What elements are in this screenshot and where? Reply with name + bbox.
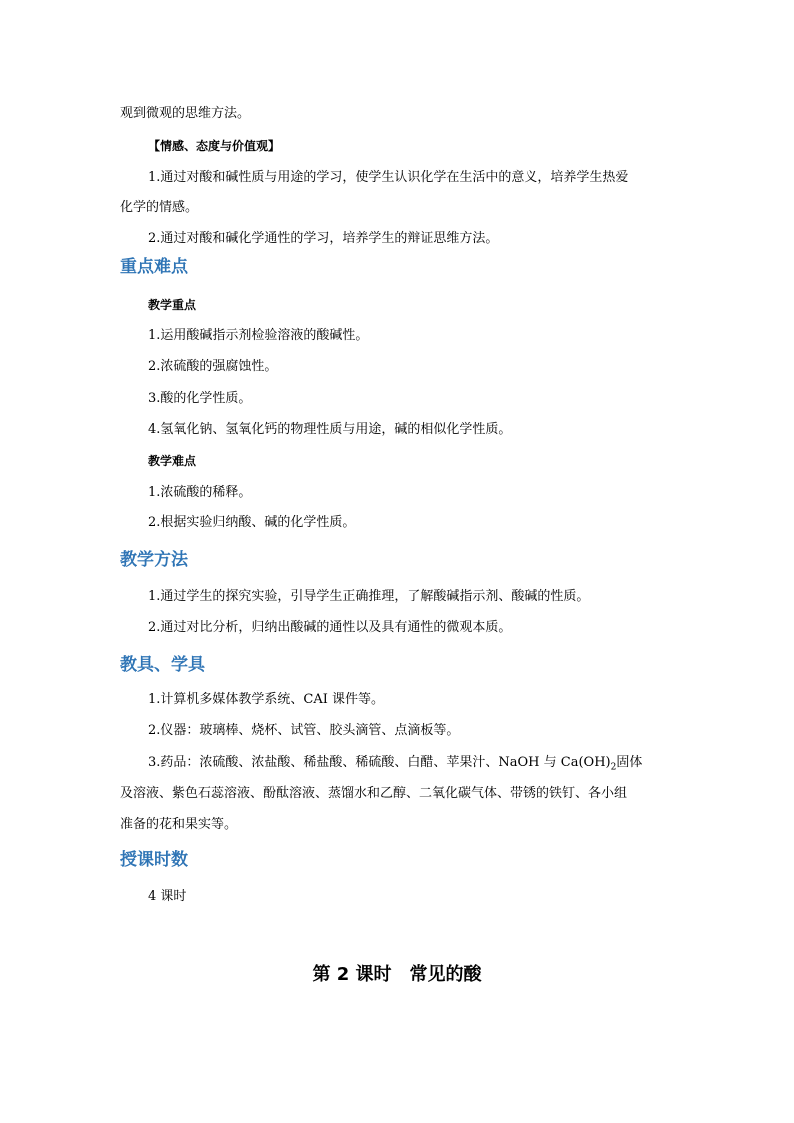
focus-item-2: 2.浓硫酸的强腐蚀性。 xyxy=(148,359,278,374)
focus-label: 教学重点 xyxy=(148,298,197,312)
tools-item-2: 2.仪器：玻璃棒、烧杯、试管、胶头滴管、点滴板等。 xyxy=(148,723,460,738)
affect-item-2: 2.通过对酸和碱化学通性的学习，培养学生的辩证思维方法。 xyxy=(148,231,499,246)
tools-item-3-line-2: 及溶液、紫色石蕊溶液、酚酞溶液、蒸馏水和乙醇、二氧化碳气体、带锈的铁钉、各小组 xyxy=(120,786,628,801)
tools-heading: 教具、学具 xyxy=(120,655,205,675)
key-points-heading: 重点难点 xyxy=(120,257,188,277)
tools-item-3-line-3: 准备的花和果实等。 xyxy=(120,817,238,832)
methods-item-2: 2.通过对比分析，归纳出酸碱的通性以及具有通性的微观本质。 xyxy=(148,620,512,635)
difficulty-label: 教学难点 xyxy=(148,454,197,468)
affect-item-1-line-2: 化学的情感。 xyxy=(120,200,199,215)
affect-section-label: 【情感、态度与价值观】 xyxy=(148,139,281,153)
tools-item-3-line-1 xyxy=(148,755,642,771)
hours-heading: 授课时数 xyxy=(120,850,188,870)
difficulty-item-1: 1.浓硫酸的稀释。 xyxy=(148,485,252,500)
methods-heading: 教学方法 xyxy=(120,550,188,570)
difficulty-item-2: 2.根据实验归纳酸、碱的化学性质。 xyxy=(148,515,356,530)
tools-item-3-text-b: 固体 xyxy=(616,755,643,770)
intro-continuation: 观到微观的思维方法。 xyxy=(120,106,251,121)
tools-item-3-text-a: 3.药品：浓硫酸、浓盐酸、稀盐酸、稀硫酸、白醋、苹果汁、NaOH 与 Ca(OH) xyxy=(148,755,611,770)
focus-item-4: 4.氢氧化钠、氢氧化钙的物理性质与用途，碱的相似化学性质。 xyxy=(148,422,512,437)
methods-item-1: 1.通过学生的探究实验，引导学生正确推理，了解酸碱指示剂、酸碱的性质。 xyxy=(148,589,590,604)
tools-item-1: 1.计算机多媒体教学系统、CAI 课件等。 xyxy=(148,692,385,707)
hydroxide-subscript: 2 xyxy=(610,762,617,773)
affect-item-1-line-1: 1.通过对酸和碱性质与用途的学习，使学生认识化学在生活中的意义，培养学生热爱 xyxy=(148,170,629,185)
focus-item-1: 1.运用酸碱指示剂检验溶液的酸碱性。 xyxy=(148,328,369,343)
focus-item-3: 3.酸的化学性质。 xyxy=(148,391,252,406)
lesson-title: 第 2 课时 常见的酸 xyxy=(312,964,482,985)
hours-value: 4 课时 xyxy=(148,889,187,904)
